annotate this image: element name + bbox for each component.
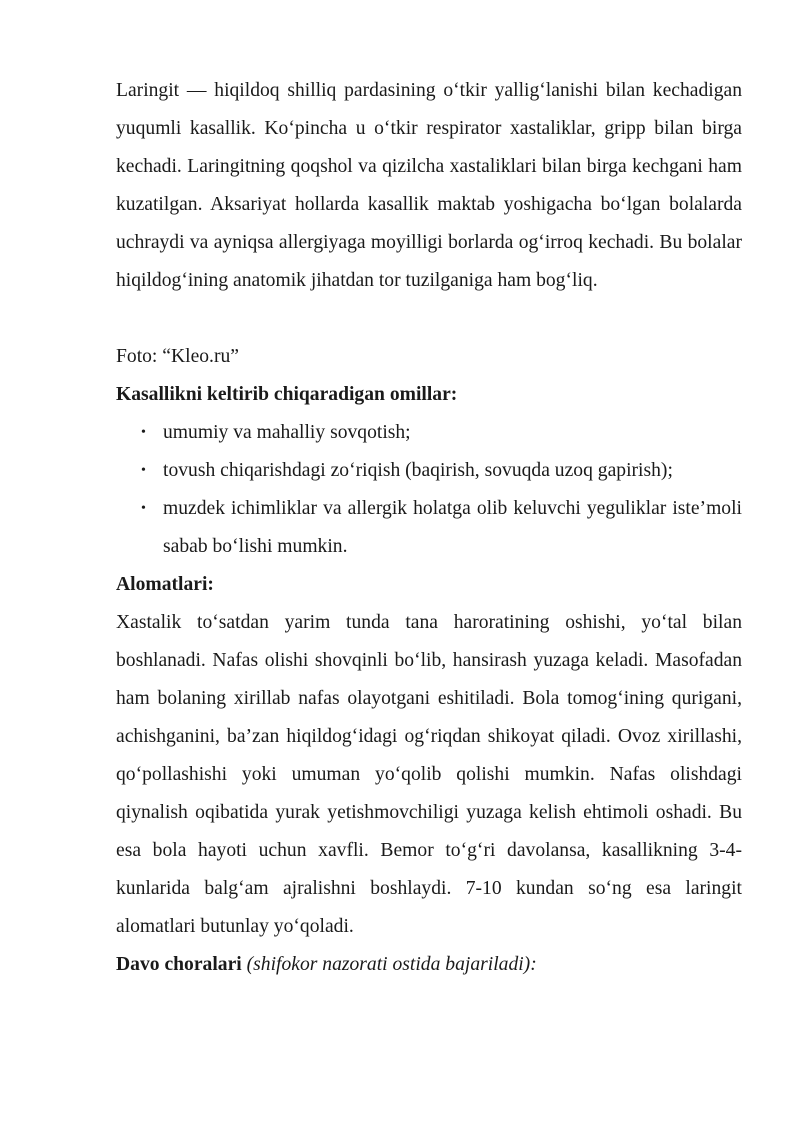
paragraph-spacer [116, 300, 742, 338]
causes-list [116, 414, 742, 566]
symptoms-heading: Alomatlari: [116, 574, 214, 595]
causes-heading: Kasallikni keltirib chiqaradigan omillar: [116, 384, 458, 405]
photo-credit: Foto: “Kleo.ru” [116, 346, 239, 367]
symptoms-paragraph: Xastalik to‘satdan yarim tunda tana haroratining oshishi, yo‘tal bilan boshlanadi. Nafas olishi shovqinli bo‘lib, hansirash yuzaga keladi. Masofadan ham bolaning xirillab nafas olayotgani eshitiladi. Bola tomog‘ining qurigani, achishganini, ba’zan hiqildog‘idagi og‘riqdan shikoyat qiladi. Ovoz xirillashi, qo‘pollashishi yoki umuman yo‘qolib qolishi mumkin. Nafas olishdagi qiynalish oqibatida yurak yetishmovchiligi yuzaga kelish ehtimoli oshadi. Bu esa bola hayoti uchun xavfli. Bemor to‘g‘ri davolansa, kasallikning 3-4-kunlarida balg‘am ajralishni boshlaydi. 7-10 kundan so‘ng esa laringit alomatlari butunlay yo‘qoladi. [116, 612, 742, 937]
treatment-line [116, 946, 742, 984]
bullet-icon: • [141, 501, 146, 516]
list-item-text: umumiy va mahalliy sovqotish; [163, 422, 411, 443]
intro-paragraph: Laringit — hiqildoq shilliq pardasining o‘tkir yallig‘lanishi bilan kechadigan yuqumli kasallik. Ko‘pincha u o‘tkir respirator xastaliklar, gripp bilan birga kechadi. Laringitning qoqshol va qizilcha xastaliklari bilan birga kechgani ham kuzatilgan. Aksariyat hollarda kasallik maktab yoshigacha bo‘lgan bolalarda uchraydi va ayniqsa allergiyaga moyilligi borlarda og‘irroq kechadi. Bu bolalar hiqildog‘ining anatomik jihatdan tor tuzilganiga ham bog‘liq. [116, 80, 742, 291]
list-item-text: muzdek ichimliklar va allergik holatga olib keluvchi yeguliklar iste’moli sabab bo‘lishi mumkin. [163, 498, 742, 557]
bullet-icon: • [141, 425, 146, 440]
list-item [116, 452, 742, 490]
bullet-icon: • [141, 463, 146, 478]
list-item [116, 490, 742, 566]
treatment-heading: Davo choralari [116, 954, 242, 975]
treatment-note: (shifokor nazorati ostida bajariladi): [246, 954, 537, 975]
document-page [116, 72, 742, 984]
list-item [116, 414, 742, 452]
list-item-text: tovush chiqarishdagi zo‘riqish (baqirish, sovuqda uzoq gapirish); [163, 460, 673, 481]
